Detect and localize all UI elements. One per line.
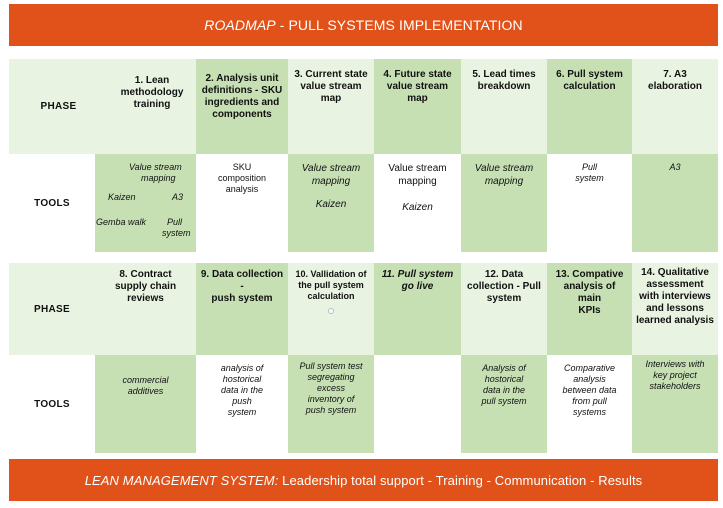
tool-text: stakeholders	[649, 381, 701, 391]
tool-text: data in the	[220, 385, 264, 395]
phase-text: 9. Data collection -	[200, 269, 284, 292]
tool-text: pull system	[481, 396, 527, 406]
phase-text: 7. A3	[663, 69, 687, 80]
phase-text: push system	[211, 293, 273, 304]
tool-text: Value stream	[474, 163, 534, 174]
phase-cell-9	[196, 263, 288, 355]
phase-text: 13. Compative	[555, 269, 624, 280]
roadmap-section-2	[9, 263, 718, 453]
phase-text: map	[320, 93, 342, 104]
phase-text: system	[486, 293, 522, 304]
roadmap-section-1	[9, 59, 718, 252]
phase-text: breakdown	[477, 81, 531, 92]
tool-text: between data	[562, 385, 617, 395]
phase-text: reviews	[127, 293, 164, 304]
phase-cell-14	[632, 263, 718, 355]
tool-text: from pull	[572, 396, 607, 406]
phase-row-label	[9, 263, 95, 355]
tools-cell-8	[95, 355, 196, 453]
phase-text: 2. Analysis unit	[205, 73, 279, 84]
tool-text: Analysis of	[482, 363, 526, 373]
phase-text: 12. Data	[484, 269, 524, 280]
tool-text: system	[162, 228, 191, 238]
tool-text: analysis	[225, 184, 259, 194]
tool-text: system	[227, 407, 257, 417]
phase-text: assessment	[646, 279, 704, 290]
tools-cell-7	[632, 154, 718, 252]
tools-cell-14	[632, 355, 718, 453]
tool-text: A3	[669, 162, 681, 172]
phase-text: 8. Contract	[119, 269, 172, 280]
tool-text: mapping	[484, 176, 524, 187]
phase-text: go live	[401, 281, 434, 292]
tool-text: key project	[653, 370, 697, 380]
tool-text: system	[575, 173, 604, 183]
tool-text: hostorical	[222, 374, 262, 384]
tool-text: hostorical	[484, 374, 524, 384]
phase-text: learned analysis	[636, 315, 714, 326]
tool-text: composition	[217, 173, 267, 183]
tool-text: push	[232, 396, 252, 406]
tool-text: additives	[127, 386, 164, 396]
phase-text: analysis of main	[563, 281, 616, 304]
tool-text: Kaizen	[315, 199, 347, 210]
tool-text: analysis	[573, 374, 606, 384]
phase-text: 11. Pull system	[381, 269, 454, 280]
phase-label-text: PHASE	[40, 101, 77, 112]
tool-text: Gemba walk	[96, 217, 147, 227]
tool-text: Pull system test	[299, 361, 363, 371]
phase-text: KPIs	[578, 305, 601, 316]
phase-cell-3	[288, 59, 374, 154]
phase-text: definitions - SKU	[201, 85, 283, 96]
tools-cell-12	[461, 355, 547, 453]
phase-text: 10. Vallidation of	[295, 269, 367, 279]
tool-text: Comparative	[563, 363, 616, 373]
phase-text: and lessons	[646, 303, 704, 314]
tools-cell-6	[547, 154, 632, 252]
phase-cell-8	[95, 263, 196, 355]
phase-cell-11	[374, 263, 461, 355]
phase-cell-12	[461, 263, 547, 355]
phase-label-text: PHASE	[34, 303, 70, 315]
phase-text: training	[133, 99, 171, 110]
phase-text: supply chain	[114, 281, 177, 292]
tool-text: data in the	[482, 385, 526, 395]
phase-text: the pull system	[298, 280, 364, 290]
tool-text: A3	[172, 192, 184, 202]
phase-text: elaboration	[648, 81, 702, 92]
tools-cell-4	[374, 154, 461, 252]
bottom-banner	[9, 459, 718, 501]
tool-text: SKU	[232, 162, 252, 172]
tool-text: commercial	[122, 375, 169, 385]
tools-cell-3	[288, 154, 374, 252]
phase-cell-5	[461, 59, 547, 154]
tools-cell-1	[95, 154, 196, 252]
phase-row-label	[9, 59, 108, 154]
phase-text: 14. Qualitative	[641, 267, 709, 278]
phase-text: 4. Future state	[383, 69, 452, 80]
phase-text: calculation	[307, 291, 355, 301]
banner-title-rest: - PULL SYSTEMS IMPLEMENTATION	[275, 17, 523, 33]
phase-text: map	[407, 93, 428, 104]
tools-row-label	[9, 154, 95, 252]
phase-text: ingredients and	[204, 97, 280, 108]
tool-text: Value stream	[301, 163, 361, 174]
tools-cell-11	[374, 355, 461, 453]
phase-text: components	[212, 109, 272, 120]
tool-text: analysis of	[220, 363, 264, 373]
tool-text: Value stream	[129, 162, 182, 172]
tools-cell-9	[196, 355, 288, 453]
tool-text: Kaizen	[402, 202, 433, 213]
tools-label-text: TOOLS	[34, 398, 70, 410]
phase-cell-13	[547, 263, 632, 355]
tool-text: Pull	[167, 217, 183, 227]
phase-cell-7	[632, 59, 718, 154]
banner-footer-rest: Leadership total support - Training - Communication - Results	[278, 472, 643, 488]
tools-cell-2	[196, 154, 288, 252]
phase-text: with interviews	[639, 291, 711, 302]
phase-text: 1. Lean	[134, 75, 170, 86]
tools-cell-5	[461, 154, 547, 252]
circle-marker-icon	[328, 308, 334, 314]
phase-text: 6. Pull system	[556, 69, 623, 80]
banner-footer-highlight: LEAN MANAGEMENT SYSTEM:	[84, 472, 279, 488]
tool-text: Value stream	[388, 163, 447, 174]
tools-row-label	[9, 355, 95, 453]
tool-text: push system	[305, 405, 357, 415]
banner-title-highlight: ROADMAP	[204, 17, 276, 33]
tool-text: mapping	[398, 176, 437, 187]
tool-text: segregating	[307, 372, 355, 382]
phase-text: 3. Current state	[294, 69, 368, 80]
phase-text: calculation	[563, 81, 616, 92]
phase-cell-4	[374, 59, 461, 154]
tools-cell-10	[288, 355, 374, 453]
phase-cell-1	[108, 59, 196, 154]
tool-text: Pull	[581, 162, 597, 172]
tools-label-text: TOOLS	[34, 197, 70, 209]
tools-cell-13	[547, 355, 632, 453]
phase-text: methodology	[120, 87, 184, 98]
tool-text: systems	[572, 407, 606, 417]
phase-text: value stream	[300, 81, 362, 92]
phase-text: collection - Pull	[467, 281, 541, 292]
phase-cell-6	[547, 59, 632, 154]
top-banner	[9, 4, 718, 46]
tool-text: Kaizen	[108, 192, 136, 202]
phase-cell-2	[196, 59, 288, 154]
phase-text: 5. Lead times	[472, 69, 536, 80]
tool-text: mapping	[141, 173, 176, 183]
tool-text: Interviews with	[645, 359, 705, 369]
phase-text: value stream	[386, 81, 449, 92]
tool-text: inventory of	[307, 394, 355, 404]
tool-text: excess	[316, 383, 345, 393]
phase-cell-10	[288, 263, 374, 355]
tool-text: mapping	[311, 176, 351, 187]
